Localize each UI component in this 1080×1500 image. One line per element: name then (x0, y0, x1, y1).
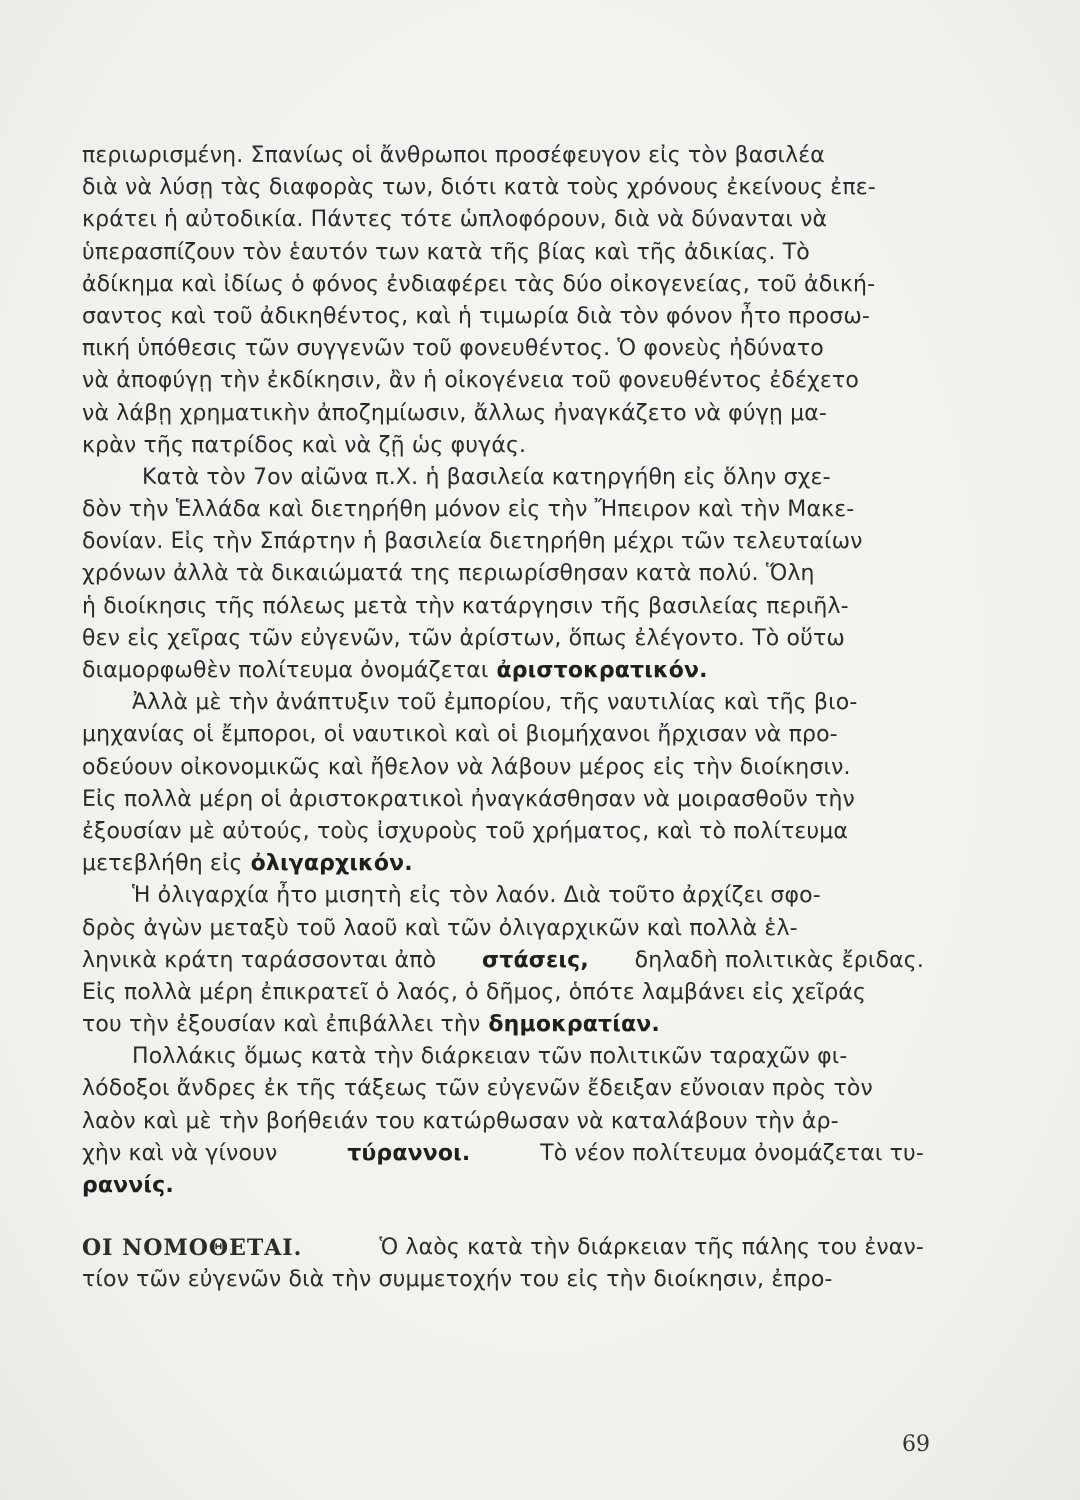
body-text (82, 140, 924, 1297)
text-line: ΟΙ ΝΟΜΟΘΕΤΑΙ. Ὁ λαὸς κατὰ τὴν διάρκειαν τῆς πάλης του ἐναν- (82, 1232, 924, 1264)
text-line: Ἀλλὰ μὲ τὴν ἀνάπτυξιν τοῦ ἐμπορίου, τῆς ναυτιλίας καὶ τῆς βιο- (132, 690, 858, 716)
text-line: Πολλάκις ὅμως κατὰ τὴν διάρκειαν τῶν πολιτικῶν ταραχῶν φι- (132, 1044, 848, 1070)
text-line: μετεβλήθη εἰς ὀλιγαρχικόν. (82, 848, 924, 880)
text-line: τίον τῶν εὐγενῶν διὰ τὴν συμμετοχήν του εἰς τὴν διοίκησιν, ἐπρο- (82, 1267, 833, 1293)
text-line: μηχανίας οἱ ἔμποροι, οἱ ναυτικοὶ καὶ οἱ βιομήχανοι ἤρχισαν νὰ προ- (82, 722, 838, 748)
text-line: ὑπερασπίζουν τὸν ἑαυτόν των κατὰ τῆς βίας καὶ τῆς ἀδικίας. Τὸ (82, 239, 810, 265)
section-heading: ΟΙ ΝΟΜΟΘΕΤΑΙ. (82, 1235, 303, 1262)
text-line: ληνικὰ κράτη ταράσσονται ἀπὸ στάσεις, δηλαδὴ πολιτικὰς ἔριδας. (82, 945, 924, 977)
text-line: Ἡ ὀλιγαρχία ἦτο μισητὴ εἰς τὸν λαόν. Διὰ τοῦτο ἀρχίζει σφο- (132, 883, 821, 909)
text-line: δρὸς ἀγὼν μεταξὺ τοῦ λαοῦ καὶ τῶν ὀλιγαρχικῶν καὶ πολλὰ ἑλ- (82, 915, 798, 941)
text-line: σαντος καὶ τοῦ ἀδικηθέντος, καὶ ἡ τιμωρία διὰ τὸν φόνον ἦτο προσω- (82, 303, 870, 329)
text-line (82, 1170, 924, 1202)
text-line: δὸν τὴν Ἑλλάδα καὶ διετηρήθη μόνον εἰς τὴν Ἤπειρον καὶ τὴν Μακε- (82, 497, 855, 523)
term-staseis: στάσεις, (482, 947, 589, 973)
text-line: Κατὰ τὸν 7ον αἰῶνα π.Χ. ἡ βασιλεία κατηργήθη εἰς ὅλην σχε- (142, 464, 831, 490)
text-line: νὰ λάβῃ χρηματικὴν ἀποζημίωσιν, ἄλλως ἠναγκάζετο νὰ φύγῃ μα- (82, 400, 827, 426)
text-line: Εἰς πολλὰ μέρη ἐπικρατεῖ ὁ λαός, ὁ δῆμος, ὁπότε λαμβάνει εἰς χεῖράς (82, 979, 867, 1005)
text-line: ἐξουσίαν μὲ αὐτούς, τοὺς ἰσχυροὺς τοῦ χρήματος, καὶ τὸ πολίτευμα (82, 818, 849, 844)
text-line: Εἰς πολλὰ μέρη οἱ ἀριστοκρατικοὶ ἠναγκάσθησαν νὰ μοιρασθοῦν τὴν (82, 786, 855, 812)
text-line: χρόνων ἀλλὰ τὰ δικαιώματά της περιωρίσθησαν κατὰ πολύ. Ὅλη (82, 561, 815, 587)
term-aristocratic: ἀριστοκρατικόν. (496, 658, 708, 683)
text-line: ἀδίκημα καὶ ἰδίως ὁ φόνος ἐνδιαφέρει τὰς δύο οἰκογενείας, τοῦ ἀδική- (82, 271, 876, 297)
text-line: διὰ νὰ λύσῃ τὰς διαφορὰς των, διότι κατὰ τοὺς χρόνους ἐκείνους ἐπε- (82, 175, 876, 201)
text-line: κρὰν τῆς πατρίδος καὶ νὰ ζῇ ὡς φυγάς. (82, 432, 527, 458)
term-democracy: δημοκρατίαν. (488, 1012, 660, 1038)
page-number: 69 (902, 1432, 930, 1457)
text-line: θεν εἰς χεῖρας τῶν εὐγενῶν, τῶν ἀρίστων, ὅπως ἐλέγοντο. Τὸ οὕτω (82, 625, 846, 651)
text-line: πική ὑπόθεσις τῶν συγγενῶν τοῦ φονευθέντος. Ὁ φονεὺς ἠδύνατο (82, 336, 824, 362)
text-line: νὰ ἀποφύγῃ τὴν ἐκδίκησιν, ἂν ἡ οἰκογένεια τοῦ φονευθέντος ἐδέχετο (82, 368, 859, 394)
text-line: κράτει ἡ αὐτοδικία. Πάντες τότε ὡπλοφόρουν, διὰ νὰ δύνανται νὰ (82, 207, 828, 233)
text-line: περιωρισμένη. Σπανίως οἱ ἄνθρωποι προσέφευγον εἰς τὸν βασιλέα (82, 143, 825, 168)
text-line: ἡ διοίκησις τῆς πόλεως μετὰ τὴν κατάργησιν τῆς βασιλείας περιῆλ- (82, 593, 849, 619)
text-line: οδεύουν οἰκονομικῶς καὶ ἤθελον νὰ λάβουν μέρος εἰς τὴν διοίκησιν. (82, 754, 851, 780)
text-line: χὴν καὶ νὰ γίνουν τύραννοι. Τὸ νέον πολίτευμα ὀνομάζεται τυ- (82, 1138, 924, 1170)
text-line: δονίαν. Εἰς τὴν Σπάρτην ἡ βασιλεία διετηρήθη μέχρι τῶν τελευταίων (82, 529, 863, 555)
text-line: λόδοξοι ἄνδρες ἐκ τῆς τάξεως τῶν εὐγενῶν ἔδειξαν εὔνοιαν πρὸς τὸν (82, 1076, 873, 1102)
term-oligarchic: ὀλιγαρχικόν. (250, 851, 413, 877)
text-line: λαὸν καὶ μὲ τὴν βοήθειάν του κατώρθωσαν νὰ καταλάβουν τὴν ἀρ- (82, 1108, 839, 1134)
term-tyrants: τύραννοι. (347, 1140, 471, 1166)
text-line: διαμορφωθὲν πολίτευμα ὀνομάζεται ἀριστοκρατικόν. (82, 655, 924, 687)
text-line: του τὴν ἐξουσίαν καὶ ἐπιβάλλει τὴν δημοκρατίαν. (82, 1009, 924, 1041)
term-tyranny: ραννίς. (82, 1173, 174, 1198)
